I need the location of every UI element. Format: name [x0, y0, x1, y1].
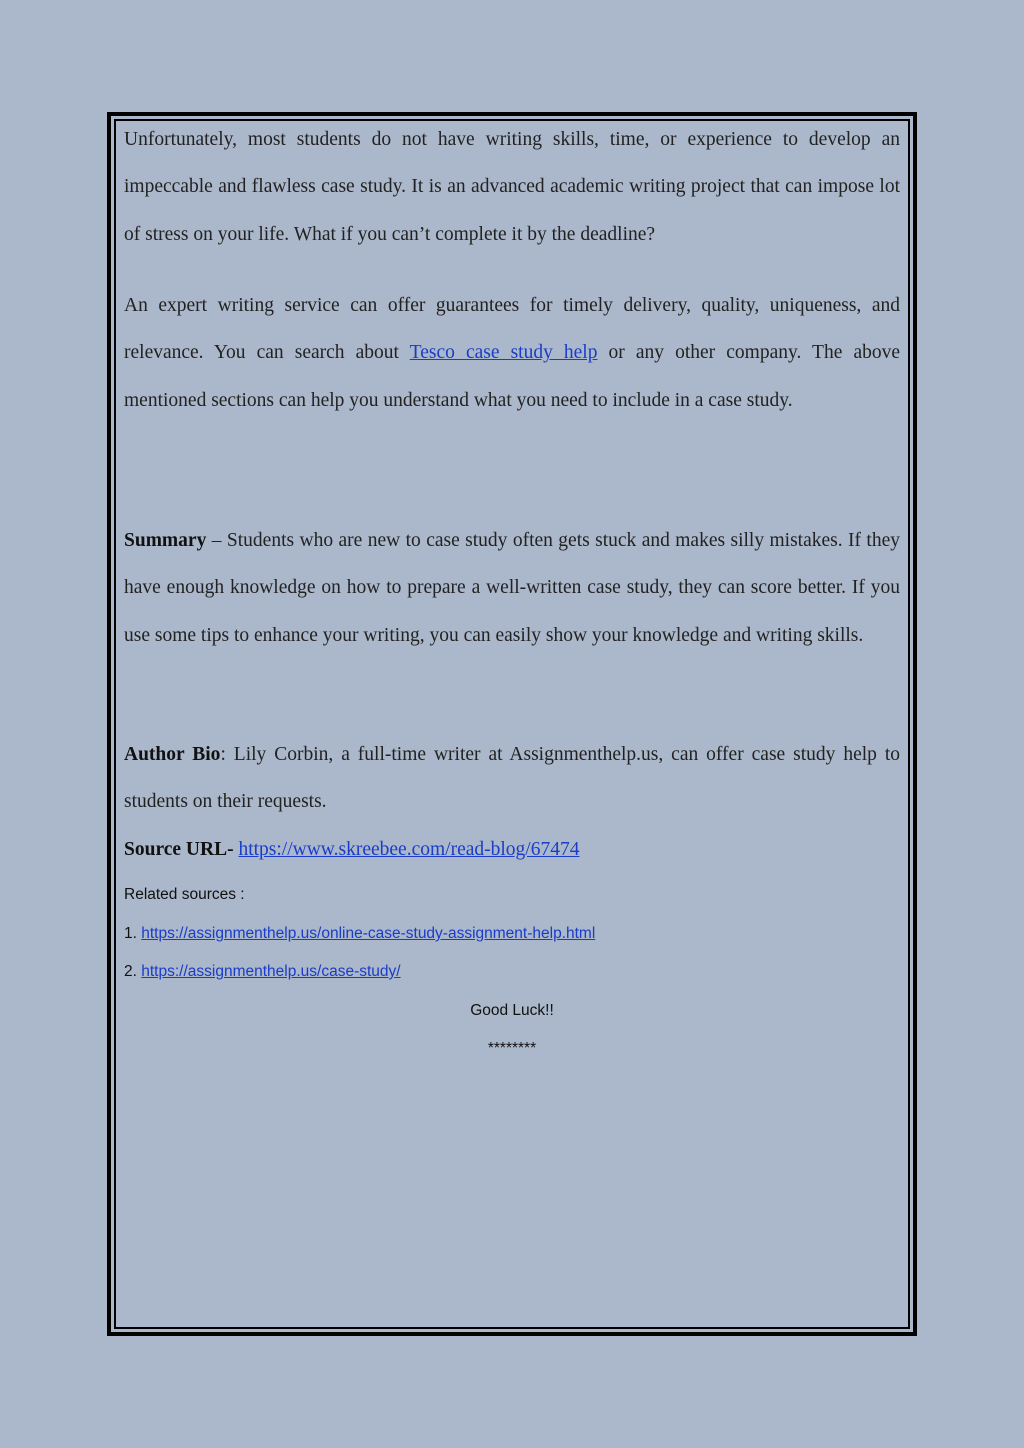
paragraph-intro: Unfortunately, most students do not have writing skills, time, or experience to develop an impeccable and flawless case study. It is an advanced academic writing project that can impose lot of stress on your life. What if you can’t complete it by the deadline? — [124, 129, 900, 245]
tesco-case-study-link[interactable]: Tesco case study help — [409, 342, 598, 364]
related-source-link-1[interactable]: https://assignmenthelp.us/online-case-study-assignment-help.html — [141, 925, 596, 942]
summary-label: Summary — [124, 530, 207, 551]
author-bio-label: Author Bio — [124, 744, 221, 765]
paragraph-expert-service — [124, 282, 900, 424]
author-bio-paragraph — [124, 731, 900, 826]
related-source-link-2[interactable]: https://assignmenthelp.us/case-study/ — [141, 963, 401, 980]
related-source-item-2 — [124, 963, 401, 981]
paragraph-expert-text-after: or any other company. The above mentioned sections can help you understand what you need to include in a case study. — [124, 342, 901, 411]
related-sources-heading: Related sources : — [124, 886, 245, 903]
related-source-item-1 — [124, 925, 595, 943]
author-bio-text: : Lily Corbin, a full-time writer at Assignmenthelp.us, can offer case study help to students on their requests. — [124, 744, 900, 813]
paragraph-expert-text-before: An expert writing service can offer guarantees for timely delivery, quality, uniqueness, and relevance. You can search about — [124, 295, 900, 364]
related-source-number-2: 2. — [124, 963, 137, 980]
source-url-label: Source URL- — [124, 839, 234, 860]
related-source-number-1: 1. — [124, 925, 137, 942]
summary-text: – Students who are new to case study often gets stuck and makes silly mistakes. If they have enough knowledge on how to prepare a well-written case study, they can score better. If you use some tips to enhance your writing, you can easily show your knowledge and writing skills. — [124, 530, 900, 646]
summary-paragraph — [124, 517, 900, 659]
source-url-line — [124, 826, 900, 873]
source-url-link[interactable]: https://www.skreebee.com/read-blog/67474 — [238, 839, 580, 860]
closing-stars: ******** — [487, 1040, 537, 1057]
closing-text: Good Luck!! — [470, 1002, 554, 1019]
